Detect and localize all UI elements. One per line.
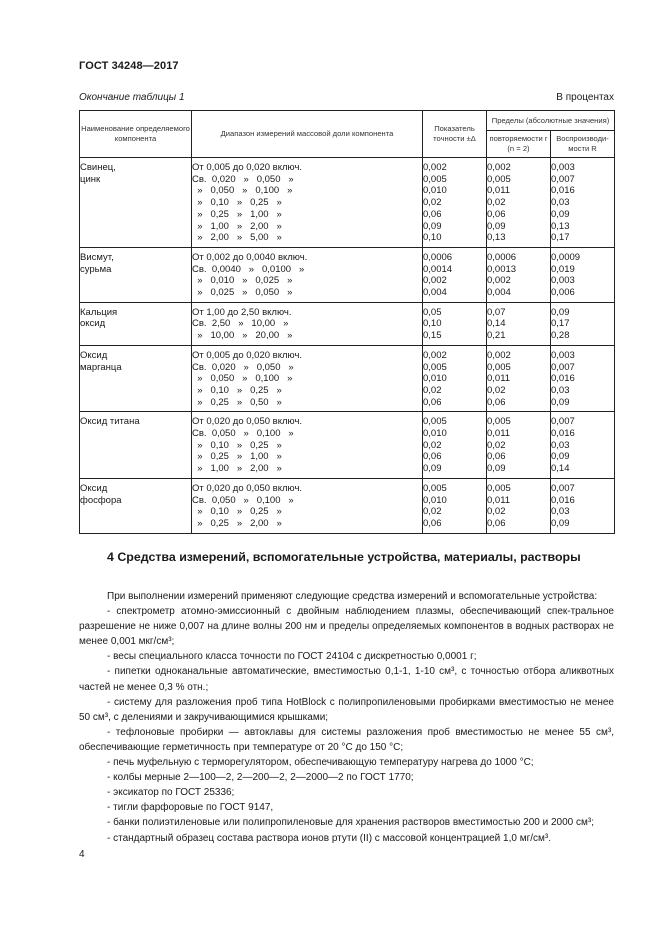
component-cell — [80, 478, 192, 533]
accuracy-cell — [423, 345, 487, 412]
repeatability-cell — [487, 412, 551, 479]
range-cell-line: От 0,005 до 0,020 включ. — [192, 162, 303, 173]
range-cell-line: » 0,25 » 1,00 » — [192, 451, 282, 463]
component-cell — [80, 345, 192, 412]
repeatability-cell-line: 0,09 — [487, 220, 506, 232]
reproducibility-cell-line: 0,09 — [551, 306, 570, 318]
table-body — [80, 158, 615, 534]
repeatability-cell-line: 0,0013 — [487, 263, 517, 275]
range-cell-line: Св. 0,020 » 0,050 » — [192, 361, 294, 373]
accuracy-cell-line: 0,10 — [423, 318, 442, 330]
repeatability-cell-line: 0,14 — [487, 318, 506, 330]
range-cell-line: » 2,00 » 5,00 » — [192, 232, 282, 244]
reproducibility-cell-line: 0,007 — [551, 361, 575, 373]
repeatability-cell-line: 0,02 — [487, 506, 506, 518]
reproducibility-cell-line: 0,016 — [551, 494, 575, 506]
range-cell-line: » 0,025 » 0,050 » — [192, 287, 293, 299]
component-cell-line: Кальция — [80, 306, 118, 318]
header-reproducibility: Воспроизводи-мости R — [551, 131, 615, 158]
range-cell-line: От 0,020 до 0,050 включ. — [192, 416, 303, 428]
reproducibility-cell-line: 0,006 — [551, 287, 575, 299]
reproducibility-cell-line: 0,003 — [551, 275, 575, 287]
range-cell-line: » 10,00 » 20,00 » — [192, 330, 293, 342]
repeatability-cell-line: 0,06 — [487, 208, 506, 220]
accuracy-cell-line: 0,02 — [423, 439, 442, 451]
table-row — [80, 158, 615, 248]
range-cell-line: Св. 2,50 » 10,00 » — [192, 318, 289, 330]
accuracy-cell-line: 0,010 — [423, 185, 447, 197]
accuracy-cell-line: 0,010 — [423, 373, 447, 385]
equipment-item: - спектрометр атомно-эмиссионный с двойным наблюдением плазмы, обеспечивающий спек-тральное разрешение не ниже 0,007 на длине волны 200 нм и пределы определяемых компонентов в водных растворах не менее 0,001 мкг/см³; — [79, 606, 614, 648]
component-cell-line: марганца — [80, 361, 122, 373]
reproducibility-cell-line: 0,003 — [551, 349, 575, 361]
range-cell — [192, 158, 423, 248]
header-limits: Пределы (абсолютные значения) — [487, 111, 615, 131]
accuracy-cell-line: 0,06 — [423, 517, 442, 529]
range-cell-line: » 0,010 » 0,025 » — [192, 275, 293, 287]
reproducibility-cell — [551, 478, 615, 533]
reproducibility-cell — [551, 158, 615, 248]
range-cell-line: » 0,10 » 0,25 » — [192, 506, 282, 518]
component-cell-line: Оксид — [80, 349, 108, 361]
accuracy-cell-line: 0,09 — [423, 463, 442, 475]
accuracy-cell-line: 0,010 — [423, 428, 447, 440]
reproducibility-cell-line: 0,03 — [551, 439, 570, 451]
range-cell-line: » 0,050 » 0,100 » — [192, 373, 293, 385]
reproducibility-cell-line: 0,17 — [551, 232, 570, 244]
repeatability-cell-line: 0,005 — [487, 173, 511, 185]
accuracy-cell-line: 0,0014 — [423, 263, 453, 275]
accuracy-cell-line: 0,15 — [423, 330, 442, 342]
repeatability-cell — [487, 302, 551, 345]
repeatability-cell-line: 0,011 — [487, 373, 511, 385]
range-cell-line: » 0,25 » 1,00 » — [192, 208, 282, 220]
section-body — [79, 589, 614, 846]
range-cell — [192, 302, 423, 345]
component-cell-line: фосфора — [80, 494, 122, 506]
range-cell — [192, 247, 423, 302]
table-row — [80, 302, 615, 345]
reproducibility-cell-line: 0,14 — [551, 463, 570, 475]
repeatability-cell-line: 0,004 — [487, 287, 511, 299]
range-cell — [192, 478, 423, 533]
document-header: ГОСТ 34248—2017 — [79, 60, 179, 72]
reproducibility-cell-line: 0,007 — [551, 482, 575, 494]
accuracy-cell-line: 0,0006 — [423, 251, 453, 263]
reproducibility-cell-line: 0,09 — [551, 451, 570, 463]
reproducibility-cell — [551, 345, 615, 412]
component-cell-line: сурьма — [80, 263, 112, 275]
range-cell-line: » 1,00 » 2,00 » — [192, 463, 282, 475]
range-cell-line: » 0,050 » 0,100 » — [192, 185, 293, 197]
page-number: 4 — [79, 849, 85, 860]
range-cell-line: Св. 0,050 » 0,100 » — [192, 428, 294, 440]
accuracy-cell-line: 0,005 — [423, 482, 447, 494]
range-cell-line: » 0,10 » 0,25 » — [192, 197, 282, 209]
header-accuracy: Показатель точности ±Δ — [423, 111, 487, 158]
accuracy-cell-line: 0,06 — [423, 396, 442, 408]
reproducibility-cell-line: 0,09 — [551, 208, 570, 220]
reproducibility-cell-line: 0,007 — [551, 416, 575, 428]
range-cell-line: Св. 0,020 » 0,050 » — [192, 173, 294, 185]
accuracy-cell-line: 0,09 — [423, 220, 442, 232]
equipment-item: - весы специального класса точности по ГОСТ 24104 с дискретностью 0,0001 г; — [107, 651, 477, 663]
repeatability-cell-line: 0,02 — [487, 197, 506, 209]
range-cell-line: » 0,25 » 2,00 » — [192, 517, 282, 529]
accuracy-cell-line: 0,004 — [423, 287, 447, 299]
accuracy-cell-line: 0,02 — [423, 384, 442, 396]
component-cell — [80, 302, 192, 345]
accuracy-cell-line: 0,05 — [423, 306, 442, 318]
table-continuation-label: Окончание таблицы 1 — [79, 92, 185, 103]
equipment-item: - колбы мерные 2—100—2, 2—200—2, 2—2000—2 по ГОСТ 1770; — [107, 772, 414, 784]
accuracy-cell — [423, 247, 487, 302]
range-cell-line: От 0,020 до 0,050 включ. — [192, 482, 303, 494]
table-row — [80, 247, 615, 302]
equipment-item: - банки полиэтиленовые или полипропиленовые для хранения растворов вместимостью 200 и 2000 см³; — [107, 817, 594, 829]
repeatability-cell-line: 0,005 — [487, 416, 511, 428]
equipment-list — [79, 604, 614, 846]
range-cell-line: От 0,002 до 0,0040 включ. — [192, 251, 308, 263]
reproducibility-cell — [551, 247, 615, 302]
reproducibility-cell-line: 0,13 — [551, 220, 570, 232]
reproducibility-cell-line: 0,016 — [551, 373, 575, 385]
repeatability-cell-line: 0,002 — [487, 162, 511, 173]
reproducibility-cell-line: 0,03 — [551, 197, 570, 209]
range-cell-line: Св. 0,050 » 0,100 » — [192, 494, 294, 506]
reproducibility-cell-line: 0,28 — [551, 330, 570, 342]
repeatability-cell — [487, 247, 551, 302]
range-cell-line: От 0,005 до 0,020 включ. — [192, 349, 303, 361]
repeatability-cell-line: 0,21 — [487, 330, 506, 342]
repeatability-cell-line: 0,09 — [487, 463, 506, 475]
accuracy-cell-line: 0,005 — [423, 361, 447, 373]
equipment-item: - стандартный образец состава раствора ионов ртути (II) с массовой концентрацией 1,0 мг/см³. — [107, 832, 551, 844]
header-component: Наименование определяемого компонента — [80, 111, 192, 158]
reproducibility-cell-line: 0,03 — [551, 384, 570, 396]
component-cell — [80, 247, 192, 302]
repeatability-cell-line: 0,06 — [487, 517, 506, 529]
component-cell-line: Оксид титана — [80, 416, 140, 428]
repeatability-cell-line: 0,011 — [487, 185, 511, 197]
repeatability-cell-line: 0,005 — [487, 361, 511, 373]
repeatability-cell-line: 0,07 — [487, 306, 506, 318]
component-cell-line: цинк — [80, 173, 101, 185]
repeatability-cell-line: 0,002 — [487, 275, 511, 287]
reproducibility-cell-line: 0,019 — [551, 263, 575, 275]
accuracy-cell — [423, 478, 487, 533]
repeatability-cell-line: 0,002 — [487, 349, 511, 361]
accuracy-cell-line: 0,002 — [423, 349, 447, 361]
accuracy-cell-line: 0,002 — [423, 275, 447, 287]
reproducibility-cell-line: 0,09 — [551, 517, 570, 529]
repeatability-cell-line: 0,005 — [487, 482, 511, 494]
reproducibility-cell-line: 0,003 — [551, 162, 575, 173]
range-cell-line: Св. 0,0040 » 0,0100 » — [192, 263, 305, 275]
table-row — [80, 412, 615, 479]
repeatability-cell-line: 0,02 — [487, 439, 506, 451]
component-cell-line: Висмут, — [80, 251, 114, 263]
repeatability-cell — [487, 478, 551, 533]
section-title: 4 Средства измерений, вспомогательные устройства, материалы, растворы — [107, 550, 581, 564]
reproducibility-cell-line: 0,0009 — [551, 251, 581, 263]
range-cell-line: » 0,10 » 0,25 » — [192, 384, 282, 396]
accuracy-cell-line: 0,005 — [423, 416, 447, 428]
table-row — [80, 478, 615, 533]
equipment-item: - печь муфельную с терморегулятором, обеспечивающую температуру нагрева до 1000 °С; — [107, 757, 534, 769]
reproducibility-cell-line: 0,007 — [551, 173, 575, 185]
equipment-item: - систему для разложения проб типа HotBlock с полипропиленовыми пробирками вместимостью не менее 50 см³, с делениями и закручивающимися крышками; — [79, 696, 614, 723]
repeatability-cell-line: 0,13 — [487, 232, 506, 244]
header-repeatability: повторяемости r (n = 2) — [487, 131, 551, 158]
component-cell-line: Оксид — [80, 482, 108, 494]
equipment-item: - тигли фарфоровые по ГОСТ 9147, — [107, 802, 274, 814]
range-cell — [192, 345, 423, 412]
component-cell — [80, 412, 192, 479]
component-cell-line: Свинец, — [80, 162, 116, 173]
units-label: В процентах — [556, 92, 614, 103]
repeatability-cell — [487, 158, 551, 248]
reproducibility-cell-line: 0,17 — [551, 318, 570, 330]
accuracy-cell-line: 0,002 — [423, 162, 447, 173]
section-intro: При выполнении измерений применяют следующие средства измерений и вспомогательные устройства: — [107, 591, 598, 602]
accuracy-cell-line: 0,02 — [423, 197, 442, 209]
repeatability-cell-line: 0,0006 — [487, 251, 517, 263]
data-table — [79, 110, 615, 534]
equipment-item: - эксикатор по ГОСТ 25336; — [107, 787, 235, 799]
reproducibility-cell-line: 0,016 — [551, 428, 575, 440]
accuracy-cell — [423, 158, 487, 248]
range-cell-line: » 0,10 » 0,25 » — [192, 439, 282, 451]
repeatability-cell-line: 0,06 — [487, 396, 506, 408]
reproducibility-cell — [551, 302, 615, 345]
reproducibility-cell-line: 0,03 — [551, 506, 570, 518]
reproducibility-cell — [551, 412, 615, 479]
repeatability-cell-line: 0,011 — [487, 428, 511, 440]
accuracy-cell-line: 0,02 — [423, 506, 442, 518]
component-cell — [80, 158, 192, 248]
repeatability-cell-line: 0,011 — [487, 494, 511, 506]
accuracy-cell-line: 0,10 — [423, 232, 442, 244]
range-cell-line: » 1,00 » 2,00 » — [192, 220, 282, 232]
accuracy-cell-line: 0,06 — [423, 451, 442, 463]
component-cell-line: оксид — [80, 318, 106, 330]
range-cell — [192, 412, 423, 479]
range-cell-line: » 0,25 » 0,50 » — [192, 396, 282, 408]
equipment-item: - тефлоновые пробирки — автоклавы для системы разложения проб вместимостью не менее 55 см³, обеспечивающие герметичность при температуре от 20 °С до 150 °С; — [79, 726, 614, 753]
reproducibility-cell-line: 0,09 — [551, 396, 570, 408]
equipment-item: - пипетки одноканальные автоматические, вместимостью 0,1-1, 1-10 см³, с точностью отбора аликвотных частей не менее 0,3 % отн.; — [79, 666, 614, 693]
table-row — [80, 345, 615, 412]
repeatability-cell-line: 0,06 — [487, 451, 506, 463]
reproducibility-cell-line: 0,016 — [551, 185, 575, 197]
accuracy-cell — [423, 302, 487, 345]
repeatability-cell-line: 0,02 — [487, 384, 506, 396]
accuracy-cell-line: 0,010 — [423, 494, 447, 506]
header-range: Диапазон измерений массовой доли компонента — [192, 111, 423, 158]
accuracy-cell-line: 0,06 — [423, 208, 442, 220]
accuracy-cell-line: 0,005 — [423, 173, 447, 185]
repeatability-cell — [487, 345, 551, 412]
range-cell-line: От 1,00 до 2,50 включ. — [192, 306, 292, 318]
accuracy-cell — [423, 412, 487, 479]
